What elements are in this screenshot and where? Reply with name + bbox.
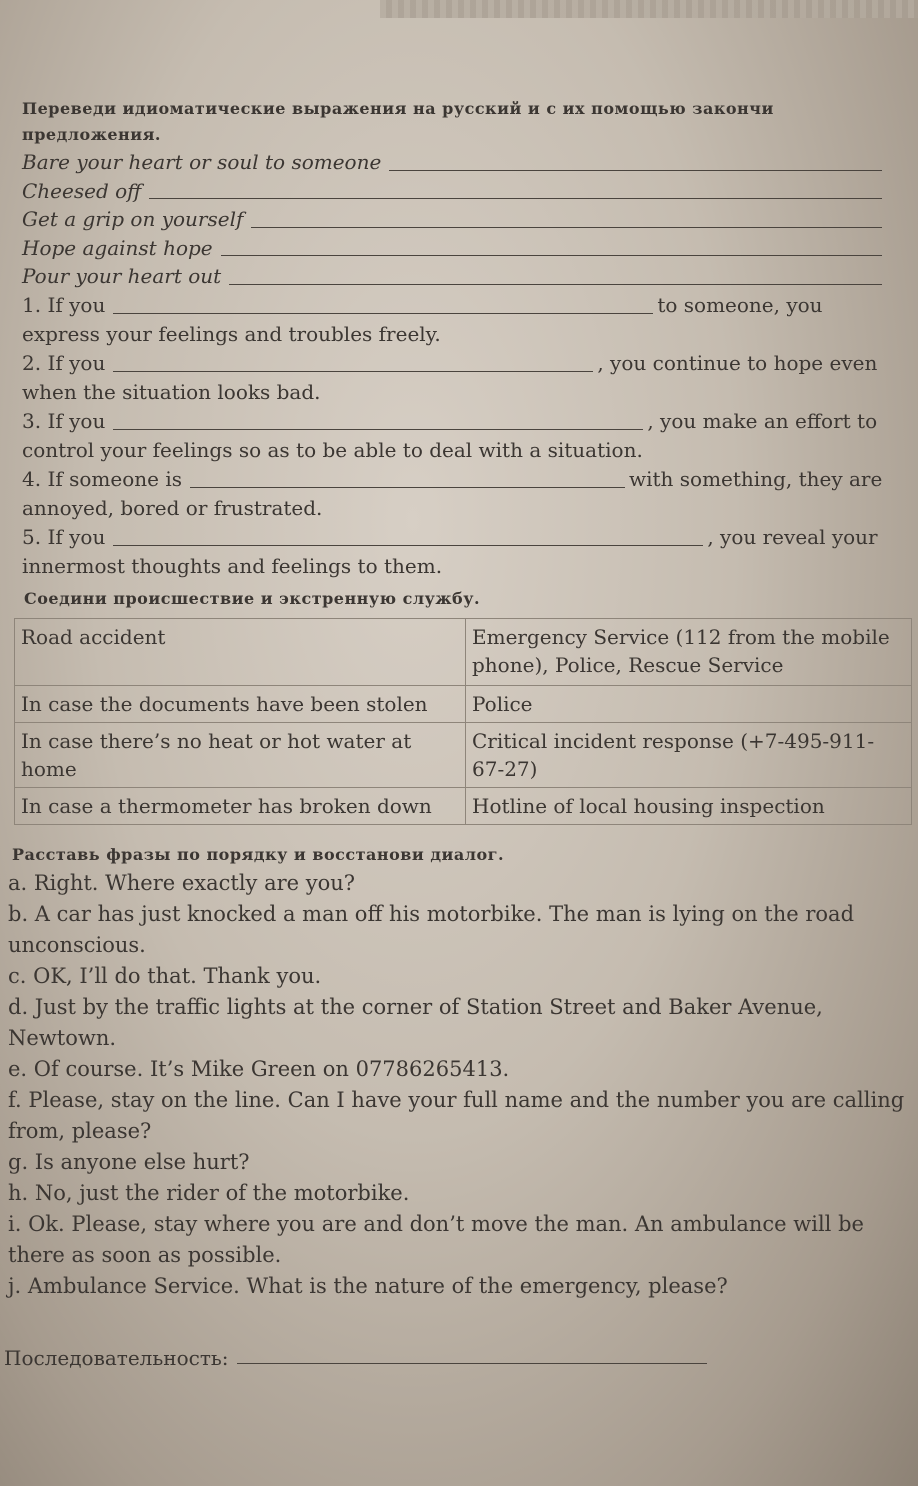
service-cell: Emergency Service (112 from the mobile phone), Police, Rescue Service [466,619,912,686]
answer-line[interactable] [149,197,882,199]
task3-heading: Расставь фразы по порядку и восстанови диалог. [12,845,505,864]
dialog-line: e. Of course. It’s Mike Green on 07786265413. [8,1057,510,1081]
table-row [15,619,912,686]
idiom-row [22,262,892,291]
sentence-end: , you reveal your [707,524,878,549]
sentence-continuation: innermost thoughts and feelings to them. [22,553,443,578]
sentence-end: to someone, you [657,292,823,317]
idiom-text: Pour your heart out [22,264,222,288]
sentence-start: 5. If you [22,524,106,549]
idiom-text: Bare your heart or soul to someone [22,150,382,174]
task1-heading: Переведи идиоматические выражения на русский и с их помощью закончи предложения. [22,99,774,144]
sentence-start: 4. If someone is [22,466,182,491]
answer-line[interactable] [229,283,882,285]
incident-cell: In case there’s no heat or hot water at home [15,723,466,788]
sentence-5 [22,523,892,581]
idiom-row [22,205,892,234]
sentence-gap[interactable] [113,429,643,430]
dialog-line: c. OK, I’ll do that. Thank you. [8,964,322,988]
service-cell: Police [466,686,912,723]
sentence-start: 3. If you [22,408,106,433]
sentence-continuation: annoyed, bored or frustrated. [22,495,323,520]
dialog-line: h. No, just the rider of the motorbike. [8,1181,410,1205]
task1-section [22,96,892,581]
answer-line[interactable] [221,254,882,256]
task3-section [8,842,908,1302]
incident-cell: In case a thermometer has broken down [15,788,466,825]
sentence-end: with something, they are [628,466,883,491]
sentence-1 [22,291,892,349]
sentence-continuation: express your feelings and troubles freely. [22,321,441,346]
table-row [15,686,912,723]
service-cell: Hotline of local housing inspection [466,788,912,825]
sentence-3 [22,407,892,465]
sentence-start: 2. If you [22,350,106,375]
sentence-continuation: control your feelings so as to be able to deal with a situation. [22,437,643,462]
dialog-line: f. Please, stay on the line. Can I have your full name and the number you are calling from, please? [8,1088,905,1143]
sentence-gap[interactable] [113,313,653,314]
idiom-row [22,177,892,206]
sentence-start: 1. If you [22,292,106,317]
answer-line[interactable] [251,226,882,228]
sentence-gap[interactable] [113,545,703,546]
dialog-line: i. Ok. Please, stay where you are and don’t move the man. An ambulance will be there as soon as possible. [8,1212,864,1267]
sequence-label: Последовательность: [4,1346,229,1370]
dialog-line: b. A car has just knocked a man off his motorbike. The man is lying on the road unconscious. [8,902,855,957]
answer-line[interactable] [389,169,882,171]
incident-cell: In case the documents have been stolen [15,686,466,723]
service-cell: Critical incident response (+7-495-911-67-27) [466,723,912,788]
incident-cell: Road accident [15,619,466,686]
idiom-text: Get a grip on yourself [22,207,244,231]
dialog-line: d. Just by the traffic lights at the corner of Station Street and Baker Avenue, Newtown. [8,995,823,1050]
sentence-4 [22,465,892,523]
sentence-end: , you make an effort to [647,408,878,433]
sentence-gap[interactable] [113,371,593,372]
dialog-line: a. Right. Where exactly are you? [8,871,356,895]
table-row [15,788,912,825]
idiom-text: Cheesed off [22,178,142,203]
incident-service-table [14,618,912,825]
sentence-end: , you continue to hope even [597,350,878,375]
sequence-row [4,1346,711,1370]
idiom-row [22,234,892,263]
dialog-line: j. Ambulance Service. What is the nature of the emergency, please? [8,1274,728,1298]
idiom-row [22,148,892,177]
sentence-gap[interactable] [190,487,625,488]
sentence-continuation: when the situation looks bad. [22,379,321,404]
page-edge-strip [380,0,918,18]
sentence-2 [22,349,892,407]
task2-heading: Соедини происшествие и экстренную службу. [24,589,481,608]
table-row [15,723,912,788]
sequence-answer-line[interactable] [237,1363,707,1364]
dialog-line: g. Is anyone else hurt? [8,1150,250,1174]
idiom-text: Hope against hope [22,235,213,260]
